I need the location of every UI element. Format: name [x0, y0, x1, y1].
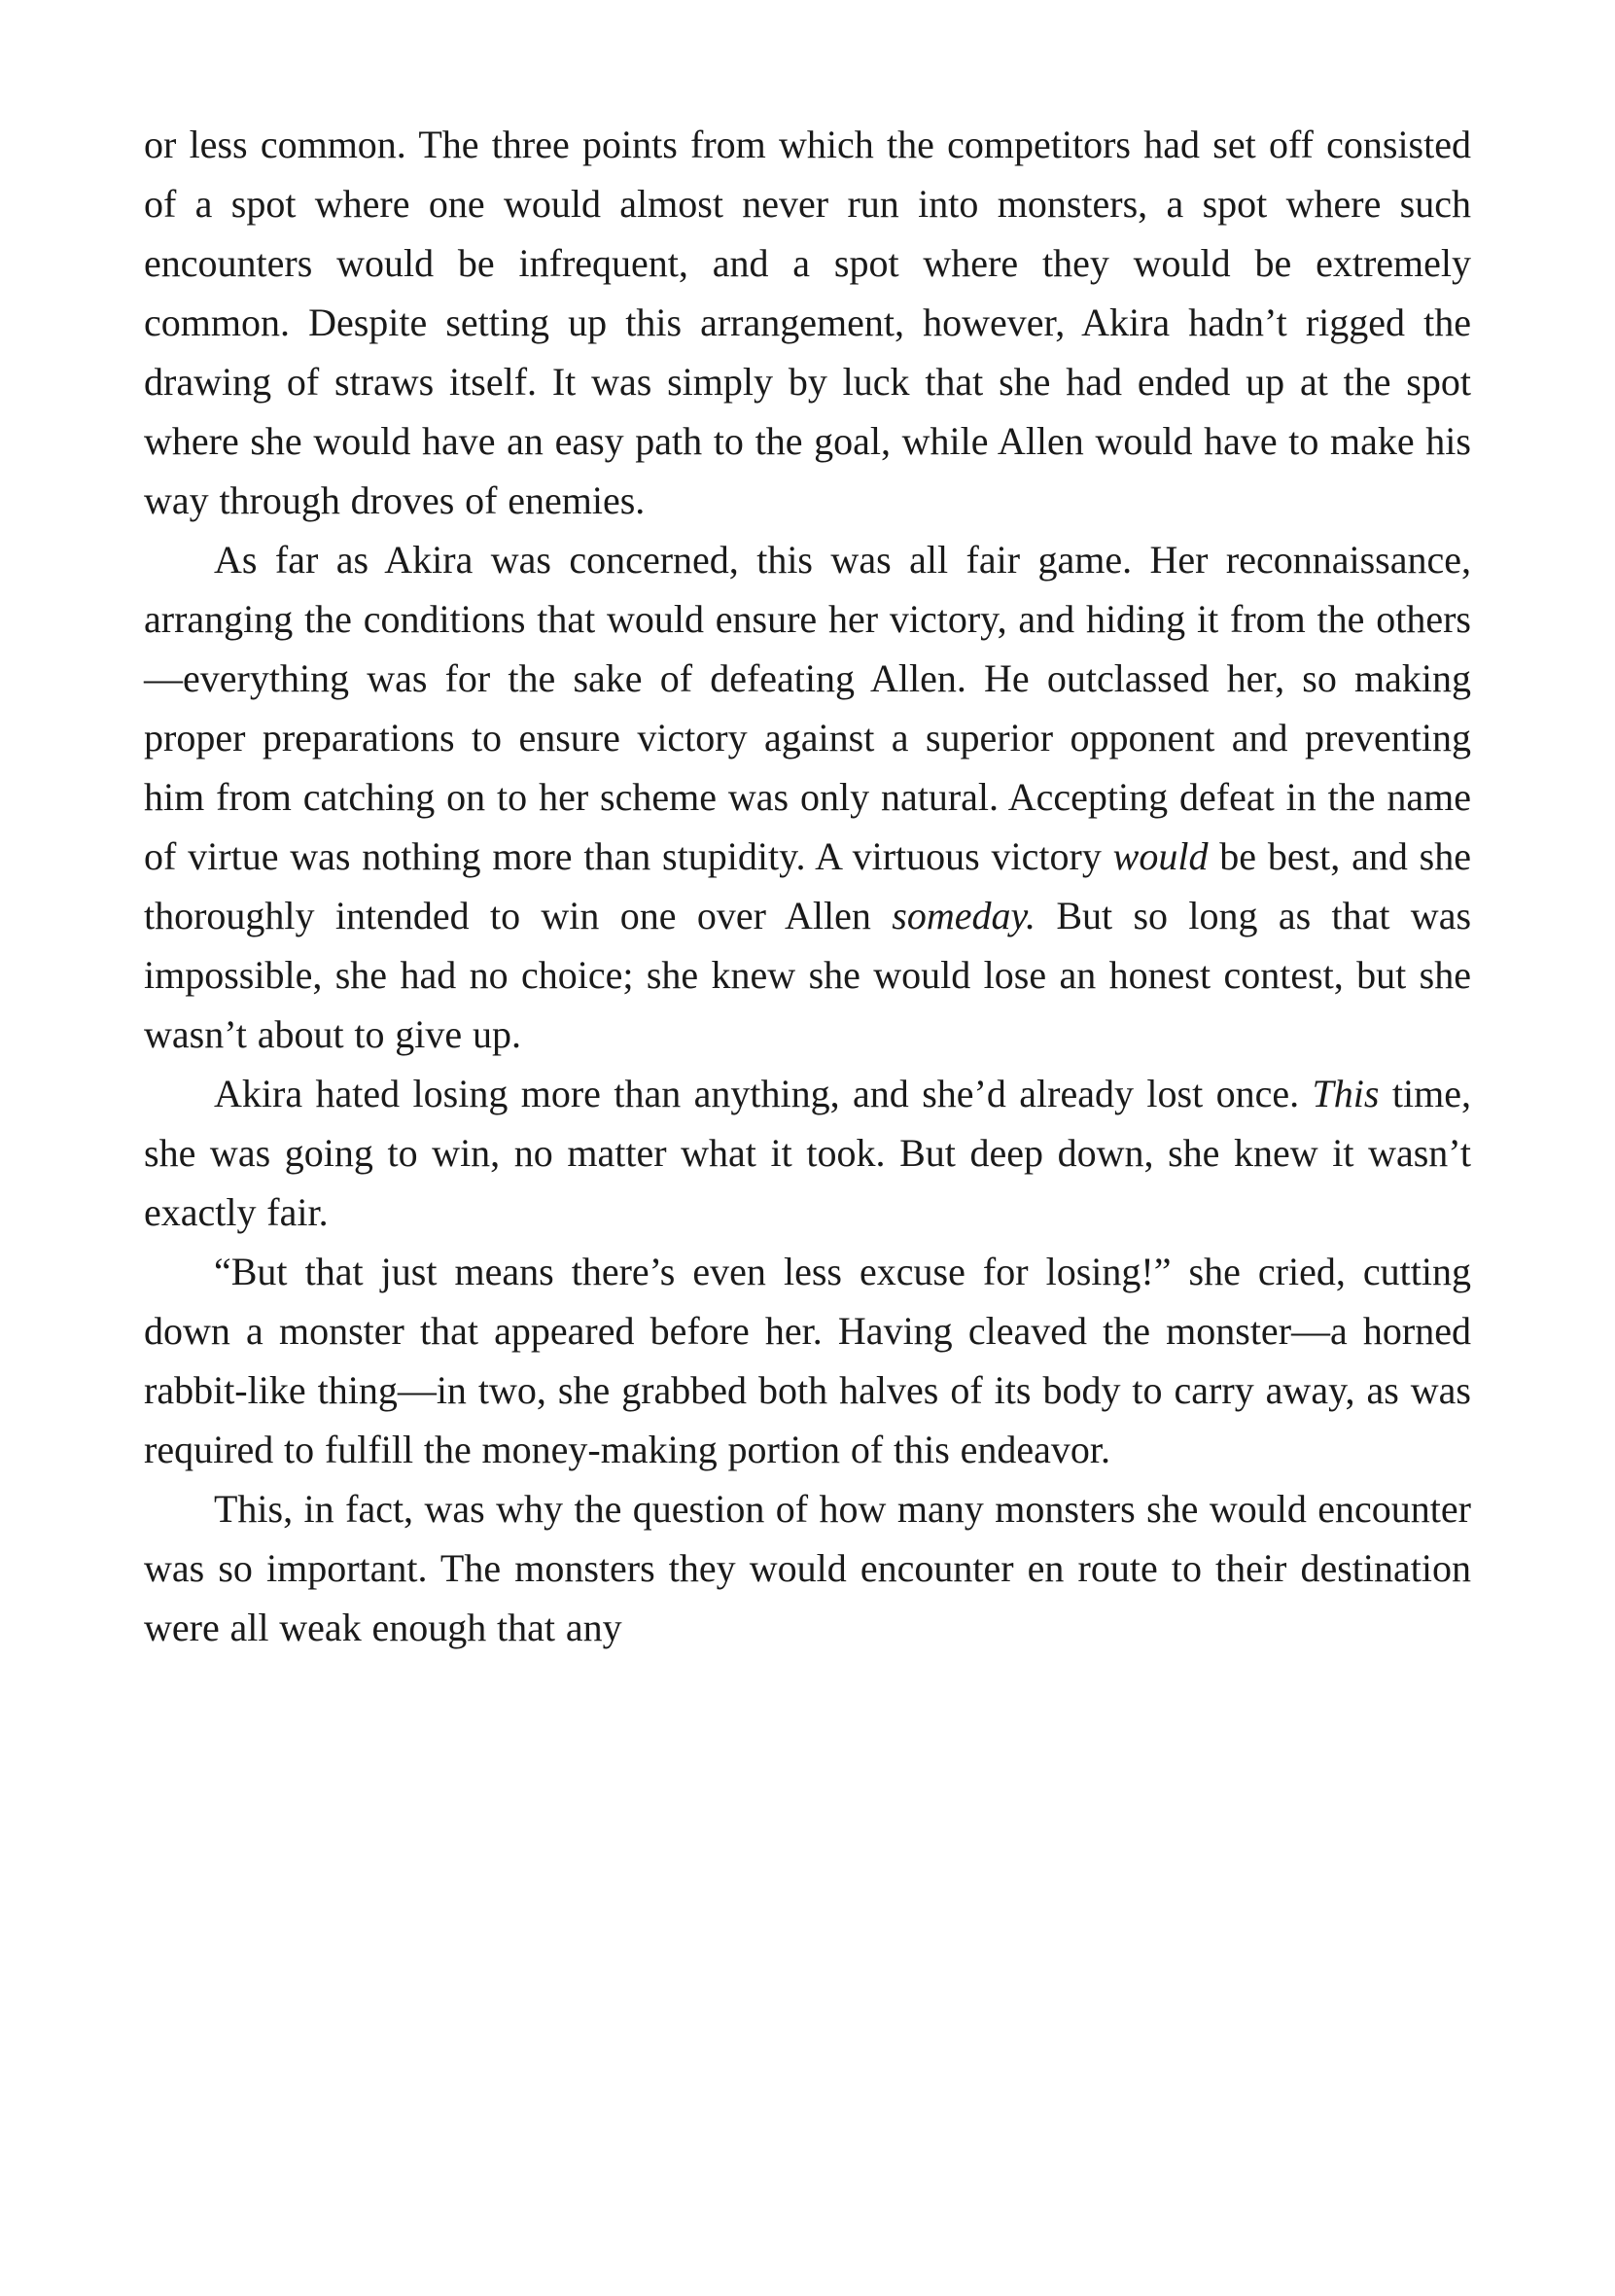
- text-run: As far as Akira was concerned, this was all fair game. Her reconnaissance, arranging the conditions that would ensure her victory, and hiding it from the others—everything was for the sake of defeating Allen. He outclassed her, so making proper preparations to ensure victory against a superior opponent and preventing him from catching on to her scheme was only natural. Accepting defeat in the name of virtue was nothing more than stupidity. A virtuous victory: [144, 538, 1471, 878]
- text-block: [144, 115, 1471, 1657]
- paragraph: [144, 115, 1471, 530]
- text-run: “But that just means there’s even less excuse for losing!” she cried, cutting down a monster that appeared before her. Having cleaved the monster—a horned rabbit-like thing—in two, she grabbed both halves of its body to carry away, as was required to fulfill the money-making portion of this endeavor.: [144, 1250, 1471, 1471]
- text-run: This, in fact, was why the question of how many monsters she would encounter was so important. The monsters they would encounter en route to their destination were all weak enough that any: [144, 1487, 1471, 1649]
- paragraph: [144, 1242, 1471, 1479]
- italic-text-run: would: [1112, 834, 1209, 878]
- text-run: But so long as that was impossible, she had no choice; she knew she would lose an honest contest, but she wasn’t about to give up.: [144, 894, 1472, 1056]
- paragraph: [144, 530, 1471, 1064]
- text-run: time, she was going to win, no matter what it took. But deep down, she knew it wasn’t exactly fair.: [144, 1072, 1471, 1234]
- paragraph: [144, 1064, 1471, 1242]
- text-run: Akira hated losing more than anything, and she’d already lost once.: [214, 1072, 1313, 1115]
- paragraph: [144, 1479, 1471, 1657]
- text-run: or less common. The three points from which the competitors had set off consisted of a spot where one would almost never run into monsters, a spot where such encounters would be infrequent, and a spot where they would be extremely common. Despite setting up this arrangement, however, Akira hadn’t rigged the drawing of straws itself. It was simply by luck that she had ended up at the spot where she would have an easy path to the goal, while Allen would have to make his way through droves of enemies.: [144, 123, 1471, 522]
- italic-text-run: someday.: [892, 894, 1036, 937]
- italic-text-run: This: [1312, 1072, 1380, 1115]
- text-run: be best, and she thoroughly intended to win one over Allen: [144, 834, 1472, 937]
